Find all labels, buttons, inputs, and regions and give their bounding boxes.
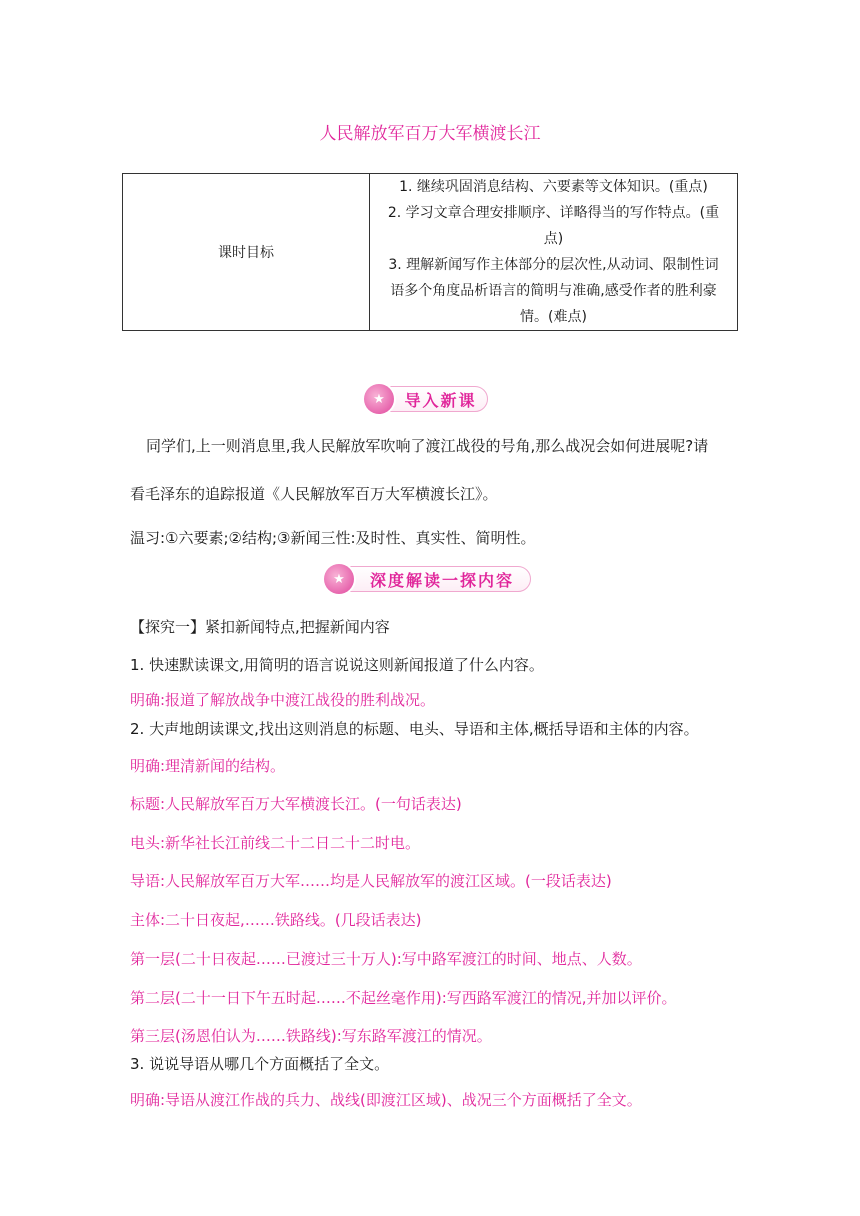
goal-line: 1. 继续巩固消息结构、六要素等文体知识。(重点) — [399, 179, 708, 195]
question-1: 1. 快速默读课文,用简明的语言说说这则新闻报道了什么内容。 — [130, 656, 544, 674]
banner-label: 深度解读一探内容 — [369, 570, 514, 590]
book-badge-icon: ★ — [364, 384, 394, 414]
goals-list — [370, 174, 738, 331]
section-banner-deep-reading — [327, 566, 531, 592]
answer-2-line: 主体:二十日夜起,……铁路线。(几段话表达) — [130, 911, 422, 929]
goal-line: 语多个角度品析语言的简明与准确,感受作者的胜利豪 — [390, 283, 717, 299]
goal-line: 3. 理解新闻写作主体部分的层次性,从动词、限制性词 — [388, 257, 719, 273]
goal-line: 情。(难点) — [520, 309, 587, 325]
answer-3: 明确:导语从渡江作战的兵力、战线(即渡江区域)、战况三个方面概括了全文。 — [130, 1091, 642, 1109]
answer-2-line: 导语:人民解放军百万大军……均是人民解放军的渡江区域。(一段话表达) — [130, 872, 612, 890]
answer-2-line: 明确:理清新闻的结构。 — [130, 757, 286, 775]
question-3: 3. 说说导语从哪几个方面概括了全文。 — [130, 1055, 390, 1073]
goal-line: 2. 学习文章合理安排顺序、详略得当的写作特点。(重 — [387, 205, 720, 221]
lesson-title: 人民解放军百万大军横渡长江 — [319, 124, 541, 144]
intro-paragraph-cont: 看毛泽东的追踪报道《人民解放军百万大军横渡长江》。 — [130, 485, 498, 503]
lesson-goals-table — [122, 173, 738, 331]
question-2: 2. 大声地朗读课文,找出这则消息的标题、电头、导语和主体,概括导语和主体的内容。 — [130, 720, 699, 738]
goals-label: 课时目标 — [123, 174, 370, 331]
review-note: 温习:①六要素;②结构;③新闻三性:及时性、真实性、简明性。 — [130, 529, 536, 547]
banner-label: 导入新课 — [404, 390, 477, 410]
answer-2-line: 第一层(二十日夜起……已渡过三十万人):写中路军渡江的时间、地点、人数。 — [130, 950, 642, 968]
answer-2-line: 第二层(二十一日下午五时起……不起丝毫作用):写西路军渡江的情况,并加以评价。 — [130, 989, 677, 1007]
section-banner-intro — [367, 386, 488, 412]
answer-2-line: 电头:新华社长江前线二十二日二十二时电。 — [130, 834, 421, 852]
answer-2-line: 标题:人民解放军百万大军横渡长江。(一句话表达) — [130, 795, 462, 813]
answer-2-line: 第三层(汤恩伯认为……铁路线):写东路军渡江的情况。 — [130, 1027, 492, 1045]
book-badge-icon: ★ — [324, 564, 354, 594]
explore-heading: 【探究一】紧扣新闻特点,把握新闻内容 — [130, 618, 390, 636]
intro-paragraph: 同学们,上一则消息里,我人民解放军吹响了渡江战役的号角,那么战况会如何进展呢?请 — [146, 437, 709, 455]
answer-1: 明确:报道了解放战争中渡江战役的胜利战况。 — [130, 691, 436, 709]
goal-line: 点) — [543, 231, 564, 247]
